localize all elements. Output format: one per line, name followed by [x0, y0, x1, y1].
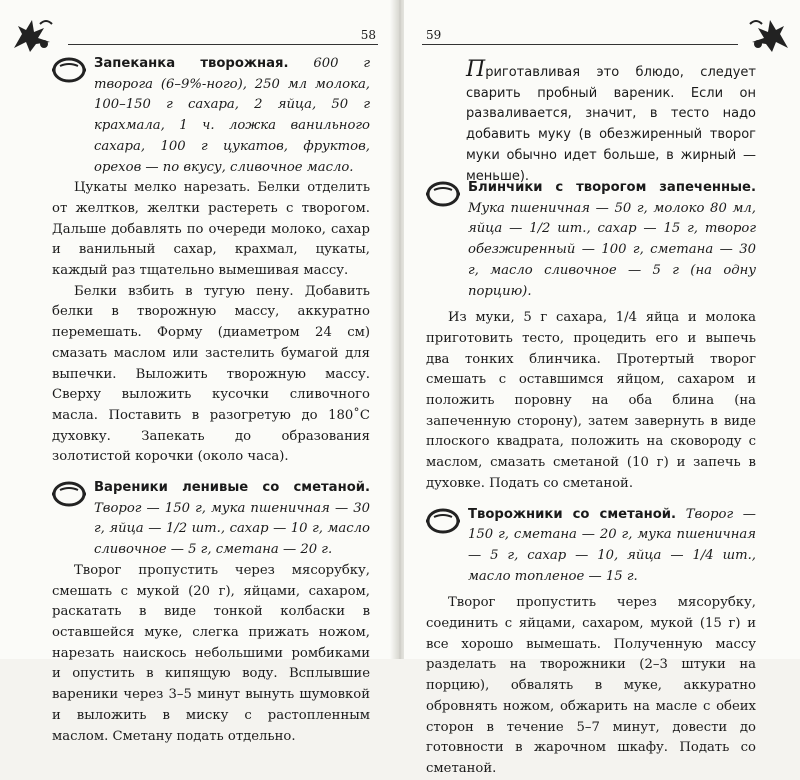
cooking-pot-icon [52, 56, 86, 84]
recipe-paragraph: Белки взбить в тугую пену. Добавить белки в творожную массу, аккуратно перемешать. Форму (диаметром 24 см) смазать маслом или застелить бумагой для выпечки. Выложить творожную массу. Сверху выложить кусочки сливочного масла. Поставить в разогретую до 180˚С духовку. Запекать до образования золотистой корочки (около часа). [52, 283, 370, 465]
cooking-pot-icon [52, 480, 86, 508]
cooking-note [466, 57, 756, 187]
recipe-paragraph: Из муки, 5 г сахара, 1/4 яйца и молока приготовить тесто, процедить его и выпечь два тонких блинчика. Протертый творог смешать с оставшимся яйцом, сахаром и положить поровну на оба блина (на запеченную сторону), затем завернуть в виде плоского квадрата, положить на сковороду с маслом, смазать сметаной (10 г) и запечь в духовке. Подать со сметаной. [426, 310, 756, 491]
recipe-title: Блинчики с творогом запеченные. [468, 180, 756, 195]
cooking-pot-icon [426, 507, 460, 535]
note-text: риготавливая это блюдо, следует сварить пробный вареник. Если он разваливается, значит, в тесто надо добавить муку (в обезжиренный творог муки обычно идет больше, в жирный — меньше). [466, 65, 756, 184]
page-number: 59 [426, 28, 442, 42]
right-page-text [426, 178, 756, 780]
recipe-tvorozhniki [426, 505, 756, 588]
cooking-pot-icon [426, 180, 460, 208]
recipe-paragraph: Творог пропустить через мясорубку, смешать с мукой (20 г), яйцами, сахаром, раскатать в виде тонкой колбаски в оставшейся муке, слегка прижать ножом, нарезать наискось небольшими ромбиками и опустить в кипящую воду. Всплывшие вареники через 3–5 минут вынуть шумовкой и выложить в миску с растопленным маслом. Сметану подать отдельно. [52, 562, 370, 744]
note-initial: П [466, 57, 486, 82]
left-page [0, 0, 396, 744]
left-page-text [52, 54, 370, 747]
recipe-title: Вареники ленивые со сметаной. [94, 480, 370, 496]
recipe-title: Творожники со сметаной. [468, 506, 677, 522]
recipe-vareniki [52, 478, 370, 561]
recipe-ingredients: Творог — 150 г, сметана — 20 г, мука пшеничная — 5 г, сахар — 10, яйца — 1/4 шт., масло топленое — 15 г. [468, 506, 756, 584]
recipe-paragraph: Творог пропустить через мясорубку, соединить с яйцами, сахаром, мукой (15 г) и все хорошо вымешать. Полученную массу разделать на творожники (2–3 штуки на порцию), обвалять в муке, аккуратно обровнять ножом, обжарить на масле с обеих сторон в течение 5–7 минут, довести до готовности в жарочном шкафу. Подать со сметаной. [426, 595, 756, 776]
recipe-ingredients: Мука пшеничная — 50 г, молоко 80 мл, яйца — 1/2 шт., сахар — 15 г, творог обезжиренный — 100 г, сметана — 30 г, масло сливочное — 5 г (на одну порцию). [468, 200, 756, 299]
recipe-title: Запеканка творожная. [94, 56, 289, 71]
right-page [404, 0, 800, 776]
header-rule [422, 44, 738, 45]
recipe-zapekanka [52, 54, 370, 178]
recipe-ingredients: 600 г творога (6–9%-ного), 250 мл молока, 100–150 г сахара, 2 яйца, 50 г крахмала, 1 ч. ложка ванильного сахара, 100 г цукатов, фруктов, орехов — по вкусу, сливочное масло. [94, 56, 370, 175]
recipe-paragraph: Цукаты мелко нарезать. Белки отделить от желтков, желтки растереть с творогом. Дальше добавлять по очереди молоко, сахар и ванильный сахар, крахмал, цукаты, каждый раз тщательно вымешивая массу. [52, 180, 370, 279]
corner-ornament-icon [744, 14, 792, 54]
recipe-ingredients: Творог — 150 г, мука пшеничная — 30 г, яйца — 1/2 шт., сахар — 10 г, масло сливочное — 5 г, сметана — 20 г. [94, 500, 370, 558]
page-number: 58 [360, 28, 376, 42]
recipe-blinchiki [426, 178, 756, 302]
corner-ornament-icon [10, 14, 58, 54]
header-rule [68, 44, 378, 45]
